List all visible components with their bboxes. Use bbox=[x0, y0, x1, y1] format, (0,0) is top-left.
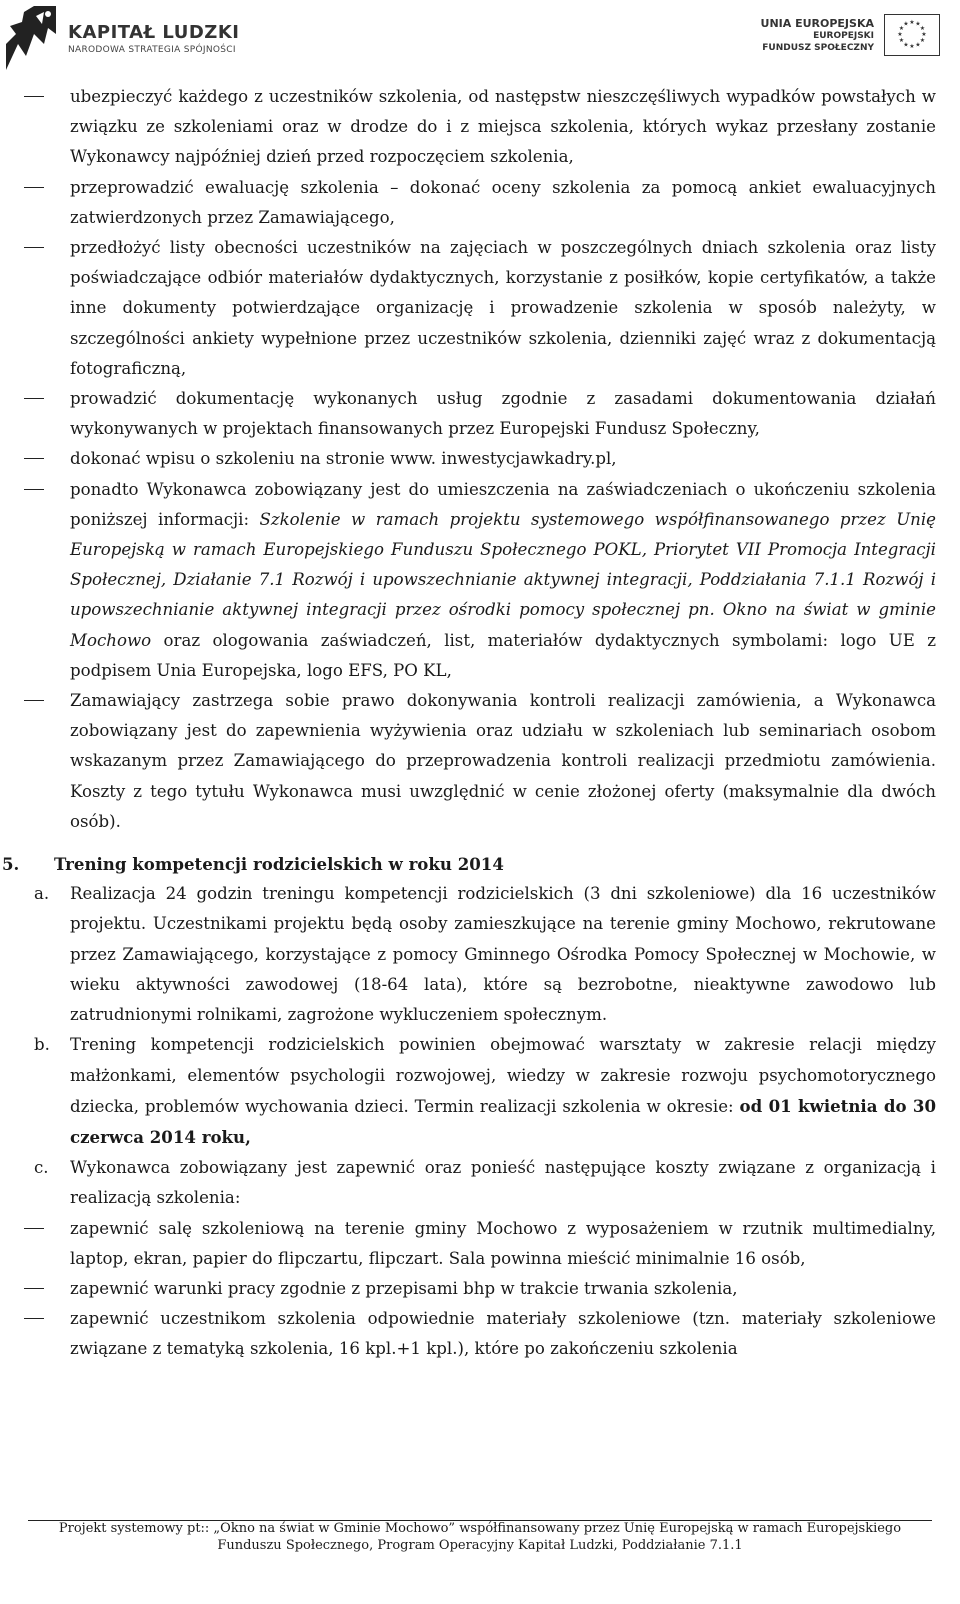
item-text: Trening kompetencji rodzicielskich powinien obejmować warsztaty w zakresie relacji między małżonkami, elementów psychologii rozwojowej, wiedzy w zakresie rozwoju psychomotorycznego dziecka, problemów wychowania dzieci. Termin realizacji szkolenia w okresie: bbox=[70, 1035, 936, 1116]
item-text: przeprowadzić ewaluację szkolenia – dokonać oceny szkolenia za pomocą ankiet ewaluacyjnych zatwierdzonych przez Zamawiającego, bbox=[70, 177, 936, 227]
item-text-bold: od 01 kwietnia do 30 czerwca 2014 roku, bbox=[70, 1095, 936, 1147]
item-text: zapewnić salę szkoleniową na terenie gminy Mochowo z wyposażeniem w rzutnik multimedialny, laptop, ekran, papier do flipczartu, flipczart. Sala powinna mieścić minimalnie 16 osób, bbox=[70, 1218, 936, 1268]
section-title: Trening kompetencji rodzicielskich w roku 2014 bbox=[54, 854, 504, 875]
footer-line-1: Projekt systemowy pt:: „Okno na świat w Gminie Mochowo” współfinansowany przez Unię Europejską w ramach Europejskiego bbox=[58, 1521, 902, 1536]
eu-logo-title: UNIA EUROPEJSKA bbox=[760, 16, 874, 30]
list-item bbox=[24, 1214, 936, 1274]
list-item bbox=[24, 1030, 936, 1153]
list-item bbox=[24, 82, 936, 173]
svg-text:★: ★ bbox=[919, 37, 926, 44]
eu-logo-line2: EUROPEJSKI bbox=[813, 30, 874, 41]
item-text: Wykonawca zobowiązany jest zapewnić oraz ponieść następujące koszty związane z organizacją i realizacją szkolenia: bbox=[70, 1158, 936, 1208]
document-body bbox=[2, 82, 936, 1365]
svg-text:★: ★ bbox=[903, 20, 909, 28]
svg-text:★: ★ bbox=[909, 19, 915, 26]
kapital-ludzki-mark-icon bbox=[4, 4, 58, 72]
kapital-ludzki-logo bbox=[4, 4, 240, 72]
svg-text:★: ★ bbox=[903, 41, 909, 49]
svg-text:★: ★ bbox=[898, 25, 905, 32]
item-text: dokonać wpisu o szkoleniu na stronie www. inwestycjawkadry.pl, bbox=[70, 449, 617, 469]
svg-text:★: ★ bbox=[915, 41, 921, 49]
eu-logo bbox=[761, 14, 940, 56]
item-text: zapewnić uczestnikom szkolenia odpowiednie materiały szkoleniowe (tzn. materiały szkoleniowe związane z tematyką szkolenia, 16 kpl.+1 kpl.), które po zakończeniu szkolenia bbox=[70, 1309, 936, 1359]
section-number: 5. bbox=[2, 854, 20, 875]
item-text: ubezpieczyć każdego z uczestników szkolenia, od następstw nieszczęśliwych wypadków powstałych w związku ze szkoleniami oraz w drodze do i z miejsca szkolenia, których wykaz przesłany zostanie Wykonawcy najpóźniej dzień przed rozpoczęciem szkolenia, bbox=[70, 87, 936, 167]
kapital-ludzki-title: KAPITAŁ LUDZKI bbox=[68, 21, 240, 43]
list-item bbox=[24, 173, 936, 233]
svg-text:★: ★ bbox=[915, 20, 921, 28]
list-marker: c. bbox=[34, 1158, 49, 1178]
item-text: Realizacja 24 godzin treningu kompetencji rodzicielskich (3 dni szkoleniowe) dla 16 uczestników projektu. Uczestnikami projektu będą osoby zamieszkujące na terenie gminy Mochowo, rekrutowane przez Zamawiającego, korzystające z pomocy Gminnego Ośrodka Pomocy Społecznej w Mochowie, w wieku aktywności zawodowej (18-64 lata), które są bezrobotne, nieaktywne zawodowo lub zatrudnionymi rolnikami, zagrożone wykluczeniem społecznym. bbox=[70, 884, 936, 1025]
item-text: przedłożyć listy obecności uczestników na zajęciach w poszczególnych dniach szkolenia oraz listy poświadczające odbiór materiałów dydaktycznych, korzystanie z posiłków, kopie certyfikatów, a także inne dokumenty potwierdzające organizację i prowadzenie szkolenia w sposób należyty, w szczególności ankiety wypełnione przez uczestników szkolenia, dzienniki zajęć wraz z dokumentacją fotograficzną, bbox=[70, 238, 936, 378]
list-item bbox=[24, 1274, 936, 1304]
item-text-tail: oraz ologowania zaświadczeń, list, materiałów dydaktycznych symbolami: logo UE z podpisem Unia Europejska, logo EFS, PO KL, bbox=[70, 630, 936, 680]
list-item bbox=[24, 475, 936, 686]
item-text: zapewnić warunki pracy zgodnie z przepisami bhp w trakcie trwania szkolenia, bbox=[70, 1278, 738, 1298]
eu-logo-line3: FUNDUSZ SPOŁECZNY bbox=[762, 42, 874, 53]
list-marker: a. bbox=[34, 884, 50, 904]
list-item bbox=[24, 1153, 936, 1213]
item-text: Zamawiający zastrzega sobie prawo dokonywania kontroli realizacji zamówienia, a Wykonawca zobowiązany jest do zapewnienia wyżywienia oraz udziału w szkoleniach lub seminariach osobom wskazanym przez Zamawiającego do przeprowadzenia kontroli realizacji przedmiotu zamówienia. Koszty z tego tytułu Wykonawca musi uwzględnić w cenie złożonej oferty (maksymalnie dla dwóch osób). bbox=[70, 691, 936, 831]
list-item bbox=[24, 384, 936, 444]
kapital-ludzki-subtitle: NARODOWA STRATEGIA SPÓJNOŚCI bbox=[68, 44, 236, 55]
page-header bbox=[0, 0, 960, 80]
item-text-italic: Szkolenie w ramach projektu systemowego współfinansowanego przez Unię Europejską w ramach Europejskiego Funduszu Społecznego POKL, Priorytet VII Promocja Integracji Społecznej, Działanie 7.1 Rozwój i upowszechnianie aktywnej integracji, Poddziałania 7.1.1 Rozwój i upowszechnianie aktywnej integracji przez ośrodki pomocy społecznej pn. Okno na świat w gminie Mochowo bbox=[70, 509, 936, 650]
svg-text:★: ★ bbox=[898, 37, 905, 44]
page-footer bbox=[0, 1520, 960, 1554]
svg-text:★: ★ bbox=[919, 25, 926, 32]
item-text-lead: ponadto Wykonawca zobowiązany jest do umieszczenia na zaświadczeniach o ukończeniu szkolenia poniższej informacji: bbox=[70, 479, 936, 529]
list-item bbox=[24, 444, 936, 474]
item-text: prowadzić dokumentację wykonanych usług zgodnie z zasadami dokumentowania działań wykonywanych w projektach finansowanych przez Europejski Fundusz Społeczny, bbox=[70, 389, 936, 439]
list-marker: b. bbox=[34, 1035, 50, 1055]
list-item bbox=[24, 1304, 936, 1364]
list-item bbox=[24, 879, 936, 1030]
list-item bbox=[24, 233, 936, 384]
list-item bbox=[24, 686, 936, 837]
svg-text:★: ★ bbox=[921, 31, 927, 38]
section-heading bbox=[2, 849, 936, 879]
eu-flag-icon bbox=[884, 14, 940, 56]
svg-text:★: ★ bbox=[909, 43, 915, 50]
footer-line-2: Funduszu Społecznego, Program Operacyjny Kapitał Ludzki, Poddziałanie 7.1.1 bbox=[217, 1538, 743, 1553]
svg-text:★: ★ bbox=[897, 31, 903, 38]
